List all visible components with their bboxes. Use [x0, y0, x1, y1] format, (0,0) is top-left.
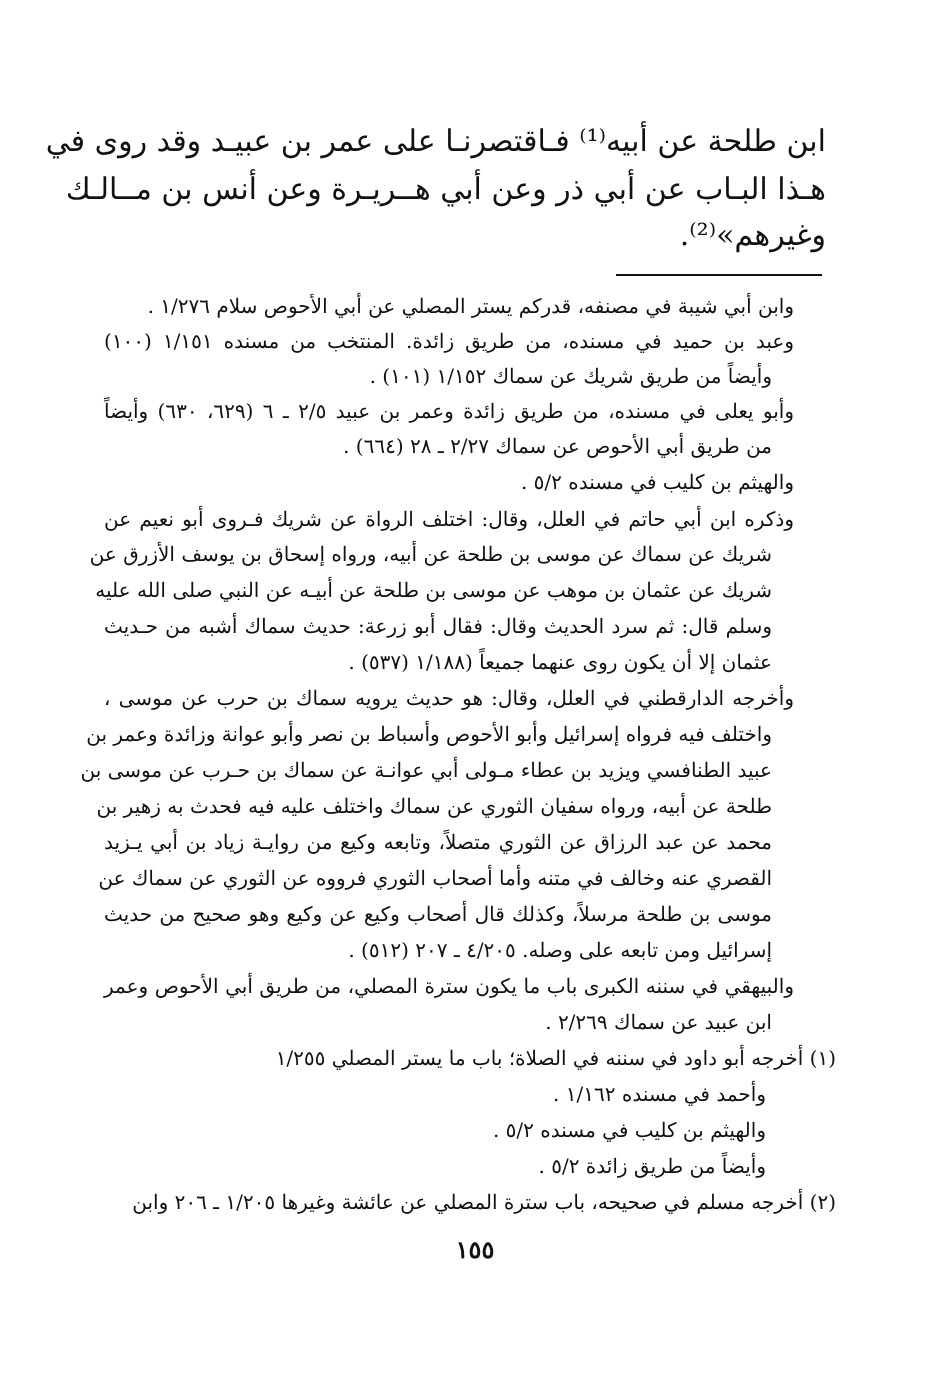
footnote-line-8: شريك عن سماك عن موسى بن طلحة عن أبيه، ورواه إسحاق بن يوسف الأزرق عن	[89, 542, 772, 566]
footnote-line-14: عبيد الطنافسي ويزيد بن عطاء مـولى أبي عوانـة عن سماك بن حـرب عن موسى بن	[80, 758, 772, 782]
footnote-separator	[616, 274, 822, 276]
footnote-line-6: والهيثم بن كليب في مسنده ٥/٢ .	[520, 470, 794, 494]
footnote-line-11: عثمان إلا أن يكون روى عنهما جميعاً (١/١٨٨ (٥٣٧) .	[348, 650, 772, 674]
footnote-line-21: ابن عبيد عن سماك ٢/٢٦٩ .	[545, 1010, 772, 1034]
footnote-line-1: وابن أبي شيبة في مصنفه، قدركم يستر المصلي عن أبي الأحوص سلام ١/٢٧٦ .	[147, 294, 794, 318]
footnote-line-2: وعبد بن حميد في مسنده، من طريق زائدة. المنتخب من مسنده ١/١٥١ (١٠٠)	[104, 329, 794, 353]
footnote-line-16: محمد عن عبد الرزاق عن الثوري متصلاً، وتابعه وكيع من روايـة زياد بن أبي يـزيد	[104, 830, 772, 854]
footnote-line-10: وسلم قال: ثم سرد الحديث وقال: فقال أبو زرعة: حديث سماك أشبه من حـديث	[104, 614, 772, 638]
note-1-line-4: وأيضاً من طريق زائدة ٥/٢ .	[538, 1154, 766, 1178]
footnote-line-13: واختلف فيه فرواه إسرائيل وأبو الأحوص وأسباط بن نصر وأبو عوانة وزائدة وعمر بن	[86, 722, 772, 746]
footnote-line-12: وأخرجه الدارقطني في العلل، وقال: هو حديث يرويه سماك بن حرب عن موسى ،	[104, 686, 794, 710]
main-text-line-1: ابن طلحة عن أبيه⁽¹⁾ فـاقتصرنـا على عمر بن عبيـد وقد روى في	[45, 124, 826, 159]
note-1-line-3: والهيثم بن كليب في مسنده ٥/٢ .	[492, 1118, 766, 1142]
note-2-marker: (٢)	[809, 1190, 836, 1214]
page-number: ١٥٥	[455, 1235, 495, 1264]
note-2-line-1	[132, 1188, 836, 1220]
main-text-line-2: هـذا البـاب عن أبي ذر وعن أبي هــريـرة وعن أنس بن مــالـك	[65, 172, 826, 207]
footnote-line-7: وذكره ابن أبي حاتم في العلل، وقال: اختلف الرواة عن شريك فـروى أبو نعيم عن	[104, 507, 794, 531]
footnote-line-9: شريك عن عثمان بن موهب عن موسى بن طلحة عن أبيـه عن النبي صلى الله عليه	[95, 578, 772, 602]
footnote-line-3: وأيضاً من طريق شريك عن سماك ١/١٥٢ (١٠١) .	[369, 364, 772, 388]
note-1-line-2: وأحمد في مسنده ١/١٦٢ .	[553, 1082, 766, 1106]
note-1-text: أخرجه أبو داود في سننه في الصلاة؛ باب ما يستر المصلي ١/٢٥٥	[275, 1046, 804, 1070]
note-1-marker: (١)	[809, 1046, 836, 1070]
main-text-line-3: وغيرهم»⁽²⁾.	[679, 218, 826, 253]
note-2-text: أخرجه مسلم في صحيحه، باب سترة المصلي عن عائشة وغيرها ١/٢٠٥ ـ ٢٠٦ وابن	[132, 1190, 804, 1214]
footnote-line-5: من طريق أبي الأحوص عن سماك ٢/٢٧ ـ ٢٨ (٦٦٤) .	[343, 434, 772, 458]
footnote-line-18: موسى بن طلحة مرسلاً، وكذلك قال أصحاب وكيع عن وكيع وهو صحيح من حديث	[104, 902, 772, 926]
footnote-line-20: والبيهقي في سننه الكبرى باب ما يكون سترة المصلي، من طريق أبي الأحوص وعمر	[104, 974, 794, 998]
footnote-line-15: طلحة عن أبيه، ورواه سفيان الثوري عن سماك واختلف عليه فيه فحدث به زهير بن	[96, 794, 772, 818]
note-1-line-1	[136, 1044, 836, 1076]
footnote-line-4: وأبو يعلى في مسنده، من طريق زائدة وعمر بن عبيد ٢/٥ ـ ٦ (٦٢٩، ٦٣٠) وأيضاً	[104, 399, 794, 423]
footnote-line-17: القصري عنه وخالف في متنه وأما أصحاب الثوري فرووه عن الثوري عن سماك عن	[98, 866, 772, 890]
footnote-line-19: إسرائيل ومن تابعه على وصله. ٤/٢٠٥ ـ ٢٠٧ (٥١٢) .	[348, 938, 772, 962]
